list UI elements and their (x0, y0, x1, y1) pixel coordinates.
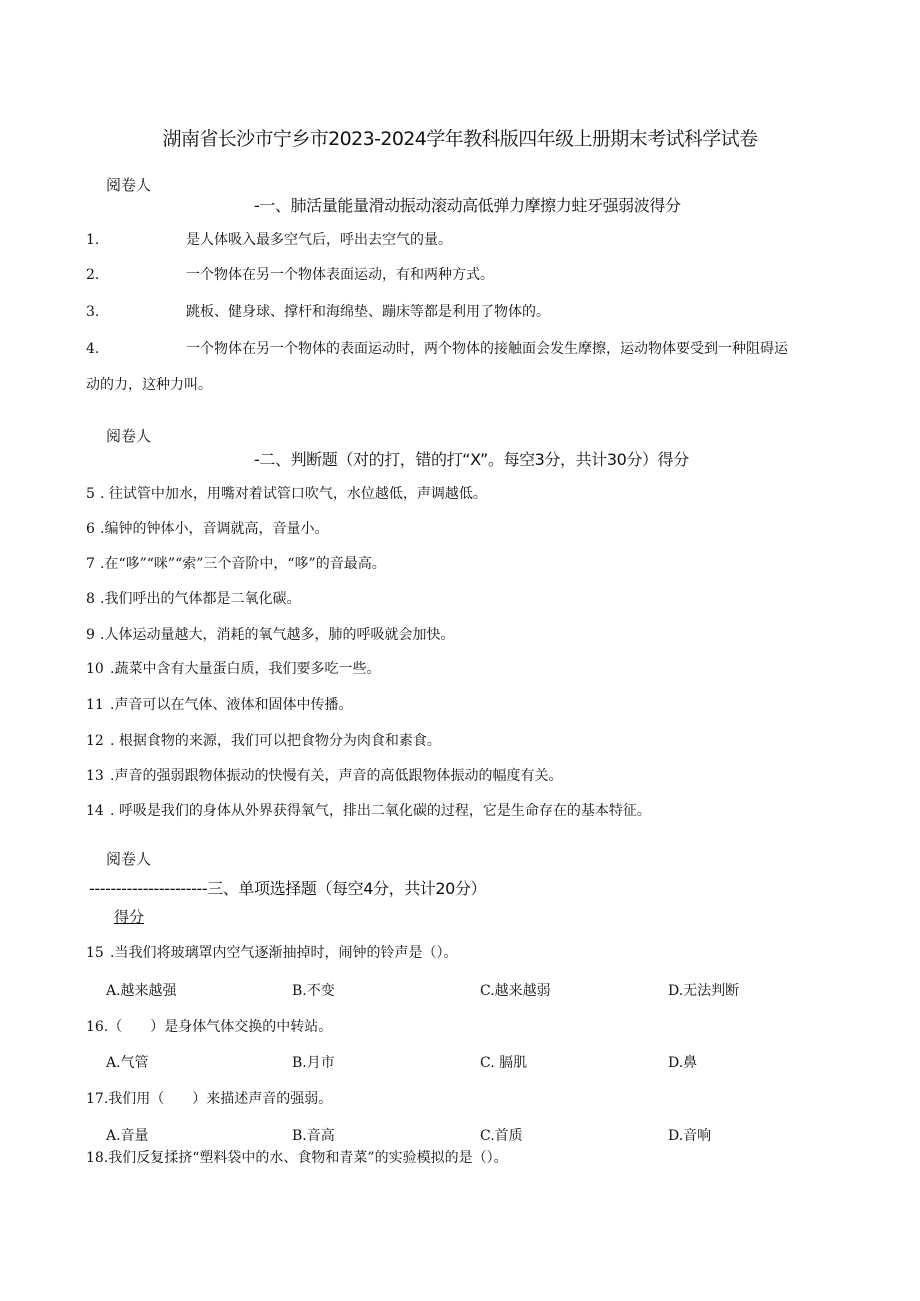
option-c: C.越来越弱 (480, 983, 551, 999)
question-8 (86, 588, 300, 608)
question-number: 3. (86, 304, 100, 320)
question-text: 跳板、健身球、撑杆和海绵垫、蹦床等都是利用了物体的。 (186, 304, 550, 320)
question-number: 12 (86, 733, 104, 749)
score-label: 得分 (114, 908, 145, 926)
option-d: D.无法判断 (668, 983, 740, 999)
question-16 (86, 1016, 332, 1036)
option-b: B.音高 (292, 1128, 335, 1144)
option-d: D.音响 (668, 1128, 712, 1144)
question-number: 16. (86, 1019, 109, 1035)
question-number: 17. (86, 1091, 109, 1107)
exam-title: 湖南省长沙市宁乡市2023-2024学年教科版四年级上册期末考试科学试卷 (162, 128, 758, 150)
grader-label: 阅卷人 (106, 850, 152, 868)
question-number: 9 (86, 627, 95, 643)
question-text: .我们呼出的气体都是二氧化碳。 (100, 591, 301, 607)
section-heading-1: -一、肺活量能量滑动振动滚动高低弹力摩擦力蛀牙强弱波得分 (254, 196, 681, 215)
option-c: C. 膈肌 (480, 1055, 528, 1071)
question-number: 14 (86, 803, 104, 819)
question-1 (86, 229, 452, 249)
question-10 (86, 658, 380, 678)
question-12 (86, 730, 441, 750)
question-text: .编钟的钟体小，音调就高，音量小。 (100, 521, 329, 537)
question-text: .当我们将玻璃罩内空气逐渐抽掉时，闹钟的铃声是（）。 (110, 945, 458, 961)
question-text: 一个物体在另一个物体的表面运动时，两个物体的接触面会发生摩擦，运动物体要受到一种阻碍运 (186, 341, 788, 357)
question-13 (86, 765, 562, 785)
question-15 (86, 942, 457, 962)
question-14 (86, 800, 651, 820)
question-number: 10 (86, 661, 104, 677)
question-number: 13 (86, 768, 104, 784)
question-number: 6 (86, 521, 95, 537)
question-16-options (106, 1052, 826, 1072)
question-text: .在“哆”“咪”“索”三个音阶中，“哆”的音最高。 (100, 556, 386, 572)
question-number: 4. (86, 341, 100, 357)
question-7 (86, 553, 386, 573)
question-4 (86, 338, 788, 358)
question-text: 是人体吸入最多空气后，呼出去空气的量。 (186, 232, 452, 248)
option-a: A.音量 (106, 1128, 149, 1144)
option-d: D.鼻 (668, 1055, 698, 1071)
question-number: 18. (86, 1150, 109, 1166)
option-b: B.不变 (292, 983, 335, 999)
question-text: .声音的强弱跟物体振动的快慢有关，声音的高低跟物体振动的幅度有关。 (110, 768, 563, 784)
question-6 (86, 518, 328, 538)
question-number: 5 (86, 486, 95, 502)
question-text: .声音可以在气体、液体和固体中传播。 (110, 697, 353, 713)
question-text: （ ）是身体气体交换的中转站。 (108, 1019, 333, 1035)
question-18 (86, 1147, 508, 1167)
question-17-options (106, 1125, 826, 1145)
section-heading-3: ----------------------三、单项选择题（每空4分，共计20分） (89, 879, 487, 898)
question-text: 我们用（ ）来描述声音的强弱。 (108, 1091, 333, 1107)
option-a: A.气管 (106, 1055, 149, 1071)
question-2 (86, 264, 494, 284)
option-b: B.月市 (292, 1055, 335, 1071)
question-text: 一个物体在另一个物体表面运动，有和两种方式。 (186, 267, 494, 283)
option-c: C.首质 (480, 1128, 523, 1144)
question-text: .人体运动量越大，消耗的氧气越多，肺的呼吸就会加快。 (100, 627, 455, 643)
question-11 (86, 694, 352, 714)
question-5 (86, 483, 487, 503)
question-9 (86, 624, 454, 644)
question-number: 15 (86, 945, 104, 961)
question-number: 1. (86, 232, 100, 248)
question-15-options (106, 980, 826, 1000)
question-4-continuation: 动的力，这种力叫。 (86, 377, 212, 393)
question-number: 7 (86, 556, 95, 572)
grader-label: 阅卷人 (106, 427, 152, 445)
question-number: 2. (86, 267, 100, 283)
question-number: 8 (86, 591, 95, 607)
question-number: 11 (86, 697, 104, 713)
question-text: . 往试管中加水，用嘴对着试管口吹气，水位越低，声调越低。 (100, 486, 487, 502)
question-text: . 呼吸是我们的身体从外界获得氧气，排出二氧化碳的过程，它是生命存在的基本特征。 (110, 803, 651, 819)
grader-label: 阅卷人 (106, 176, 152, 194)
option-a: A.越来越强 (106, 983, 177, 999)
section-heading-2: -二、判断题（对的打，错的打“X”。每空3分，共计30分）得分 (254, 450, 689, 469)
question-text: . 根据食物的来源，我们可以把食物分为肉食和素食。 (110, 733, 441, 749)
question-text: .蔬菜中含有大量蛋白质，我们要多吃一些。 (110, 661, 381, 677)
question-17 (86, 1088, 332, 1108)
question-3 (86, 301, 550, 321)
question-text: 我们反复揉挤“塑料袋中的水、食物和青菜”的实验模拟的是（）。 (108, 1150, 508, 1166)
